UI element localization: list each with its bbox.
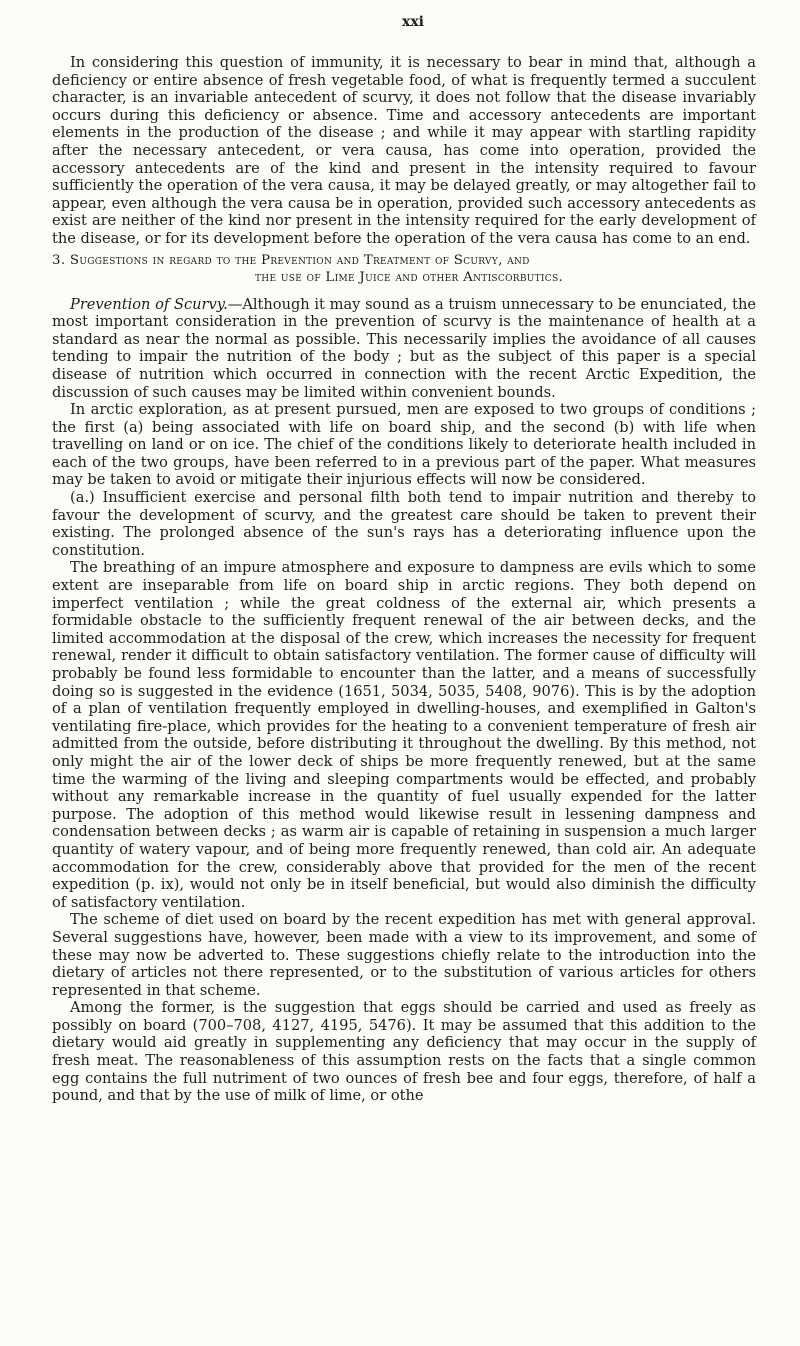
paragraph-insufficient-exercise: (a.) Insufficient exercise and personal filth both tend to impair nutrition and thereby to favour the development of scurvy, and the greatest care should be taken to prevent their existing. The prolonged absence of the sun's rays has a deteriorating influence upon the constitution. <box>52 489 756 559</box>
prevention-body: —Although it may sound as a truism unnecessary to be enunciated, the most important consideration in the prevention of scurvy is the maintenance of health at a standard as near the normal as possible. This necessarily implies the avoidance of all causes tending to impair the nutrition of the body ; but as the subject of this paper is a special disease of nutrition which occurred in connection with the recent Arctic Expedition, the discussion of such causes may be limited within convenient bounds. <box>52 295 756 401</box>
paragraph-prevention <box>52 296 756 402</box>
paragraph-arctic-exploration: In arctic exploration, as at present pursued, men are exposed to two groups of conditions ; the first (a) being associated with life on board ship, and the second (b) with life when travelling on land or on ice. The chief of the conditions likely to deteriorate health included in each of the two groups, have been referred to in a previous part of the paper. What measures may be taken to avoid or mitigate their injurious effects will now be considered. <box>52 401 756 489</box>
paragraph-ventilation: The breathing of an impure atmosphere and exposure to dampness are evils which to some extent are inseparable from life on board ship in arctic regions. They both depend on imperfect ventilation ; while the great coldness of the external air, which presents a formidable obstacle to the sufficiently frequent renewal of the air between decks, and the limited accommodation at the disposal of the crew, which increases the necessity for frequent renewal, render it difficult to obtain satisfactory ventilation. The former cause of difficulty will probably be found less formidable to encounter than the latter, and a means of successfully doing so is suggested in the evidence (1651, 5034, 5035, 5408, 9076). This is by the adoption of a plan of ventilation frequently employed in dwelling-houses, and exemplified in Galton's ventilating fire-place, which provides for the heating to a convenient temperature of fresh air admitted from the outside, before distributing it throughout the dwelling. By this method, not only might the air of the lower deck of ships be more frequently renewed, but at the same time the warming of the living and sleeping compartments would be effected, and probably without any remarkable increase in the quantity of fuel usually expended for the latter purpose. The adoption of this method would likewise result in lessening dampness and condensation between decks ; as warm air is capable of retaining in suspension a much larger quantity of watery vapour, and of being more frequently renewed, than cold air. An adequate accommodation for the crew, considerably above that provided for the men of the recent expedition (p. ix), would not only be in itself beneficial, but would also diminish the difficulty of satisfactory ventilation. <box>52 559 756 911</box>
paragraph-diet-scheme: The scheme of diet used on board by the recent expedition has met with general approval. Several suggestions have, however, been made with a view to its improvement, and some of these may now be adverted to. These suggestions chiefly relate to the introduction into the dietary of articles not there represented, or to the substitution of various articles for others represented in that scheme. <box>52 911 756 999</box>
section-heading-line-1: 3. Suggestions in regard to the Prevention and Treatment of Scurvy, and <box>52 252 530 268</box>
prevention-title: Prevention of Scurvy. <box>70 295 228 313</box>
section-heading-line-2: the use of Lime Juice and other Antiscorbutics. <box>255 269 563 285</box>
paragraph-eggs: Among the former, is the suggestion that eggs should be carried and used as freely as possibly on board (700–708, 4127, 4195, 5476). It may be assumed that this addition to the dietary would aid greatly in supplementing any deficiency that may occur in the supply of fresh meat. The reasonableness of this assumption rests on the facts that a single common egg contains the full nutriment of two ounces of fresh bee and four eggs, therefore, of half a pound, and that by the use of milk of lime, or othe <box>52 999 756 1105</box>
paragraph-immunity: In considering this question of immunity, it is necessary to bear in mind that, although a deficiency or entire absence of fresh vegetable food, of what is frequently termed a succulent character, is an invariable antecedent of scurvy, it does not follow that the disease invariably occurs during this deficiency or absence. Time and accessory antecedents are important elements in the production of the disease ; and while it may appear with startling rapidity after the necessary antecedent, or vera causa, has come into operation, provided the accessory antecedents are of the kind and present in the intensity required to favour sufficiently the operation of the vera causa, it may be delayed greatly, or may altogether fail to appear, even although the vera causa be in operation, provided such accessory antecedents as exist are neither of the kind nor present in the intensity required for the early development of the disease, or for its development before the operation of the vera causa has come to an end. <box>52 54 756 247</box>
section-heading <box>52 252 756 286</box>
page-number: xxi <box>401 14 424 30</box>
